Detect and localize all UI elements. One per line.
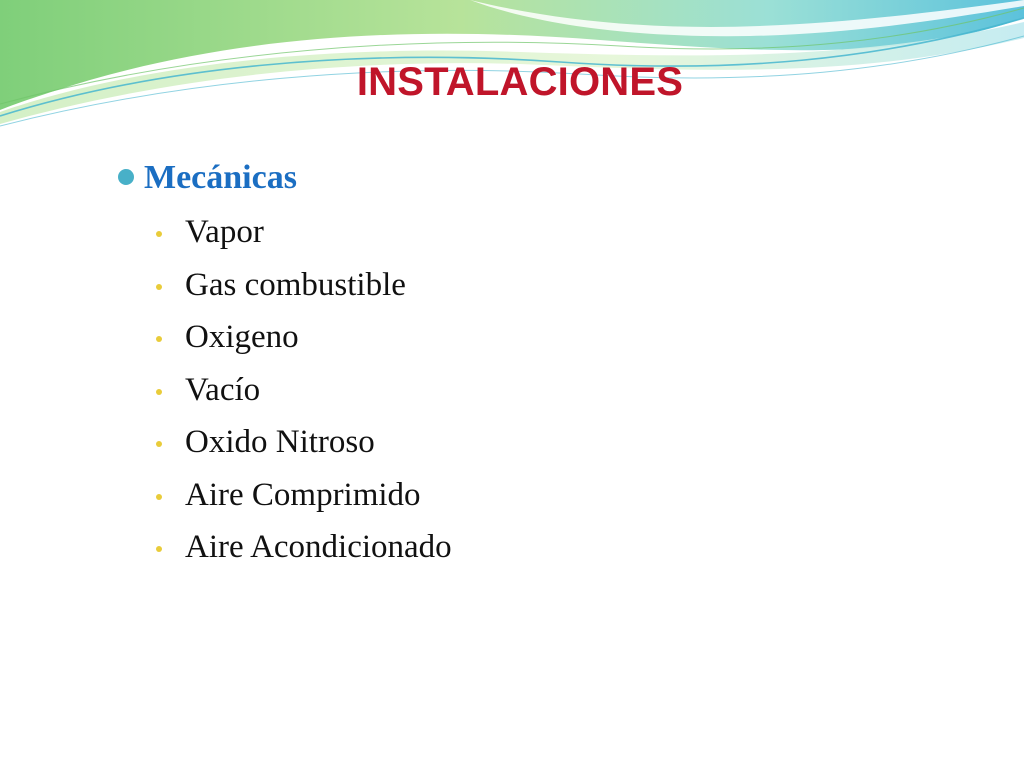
dot-bullet-icon: [156, 441, 162, 447]
list-item-label: Vapor: [185, 214, 264, 250]
dot-bullet-icon: [156, 389, 162, 395]
dot-bullet-icon: [156, 284, 162, 290]
dot-bullet-icon: [156, 546, 162, 552]
section-heading: Mecánicas: [144, 159, 297, 196]
dot-bullet-icon: [156, 336, 162, 342]
list-item: [118, 261, 918, 314]
dot-bullet-icon: [156, 231, 162, 237]
list-item-label: Oxigeno: [185, 319, 299, 355]
sub-bullet-list: [118, 208, 918, 576]
round-bullet-icon: [118, 169, 134, 185]
list-item-label: Oxido Nitroso: [185, 424, 375, 460]
list-item: [118, 523, 918, 576]
list-item-label: Gas combustible: [185, 266, 406, 303]
bullet-content: [118, 152, 918, 576]
dot-bullet-icon: [156, 494, 162, 500]
list-item: [118, 366, 918, 419]
section-heading-row: [118, 152, 918, 208]
list-item: [118, 313, 918, 366]
list-item: [118, 208, 918, 261]
list-item-label: Aire Comprimido: [185, 476, 421, 513]
slide-title: INSTALACIONES: [356, 60, 684, 104]
list-item: [118, 418, 918, 471]
list-item: [118, 471, 918, 524]
list-item-label: Aire Acondicionado: [185, 529, 452, 565]
list-item-label: Vacío: [185, 371, 261, 408]
